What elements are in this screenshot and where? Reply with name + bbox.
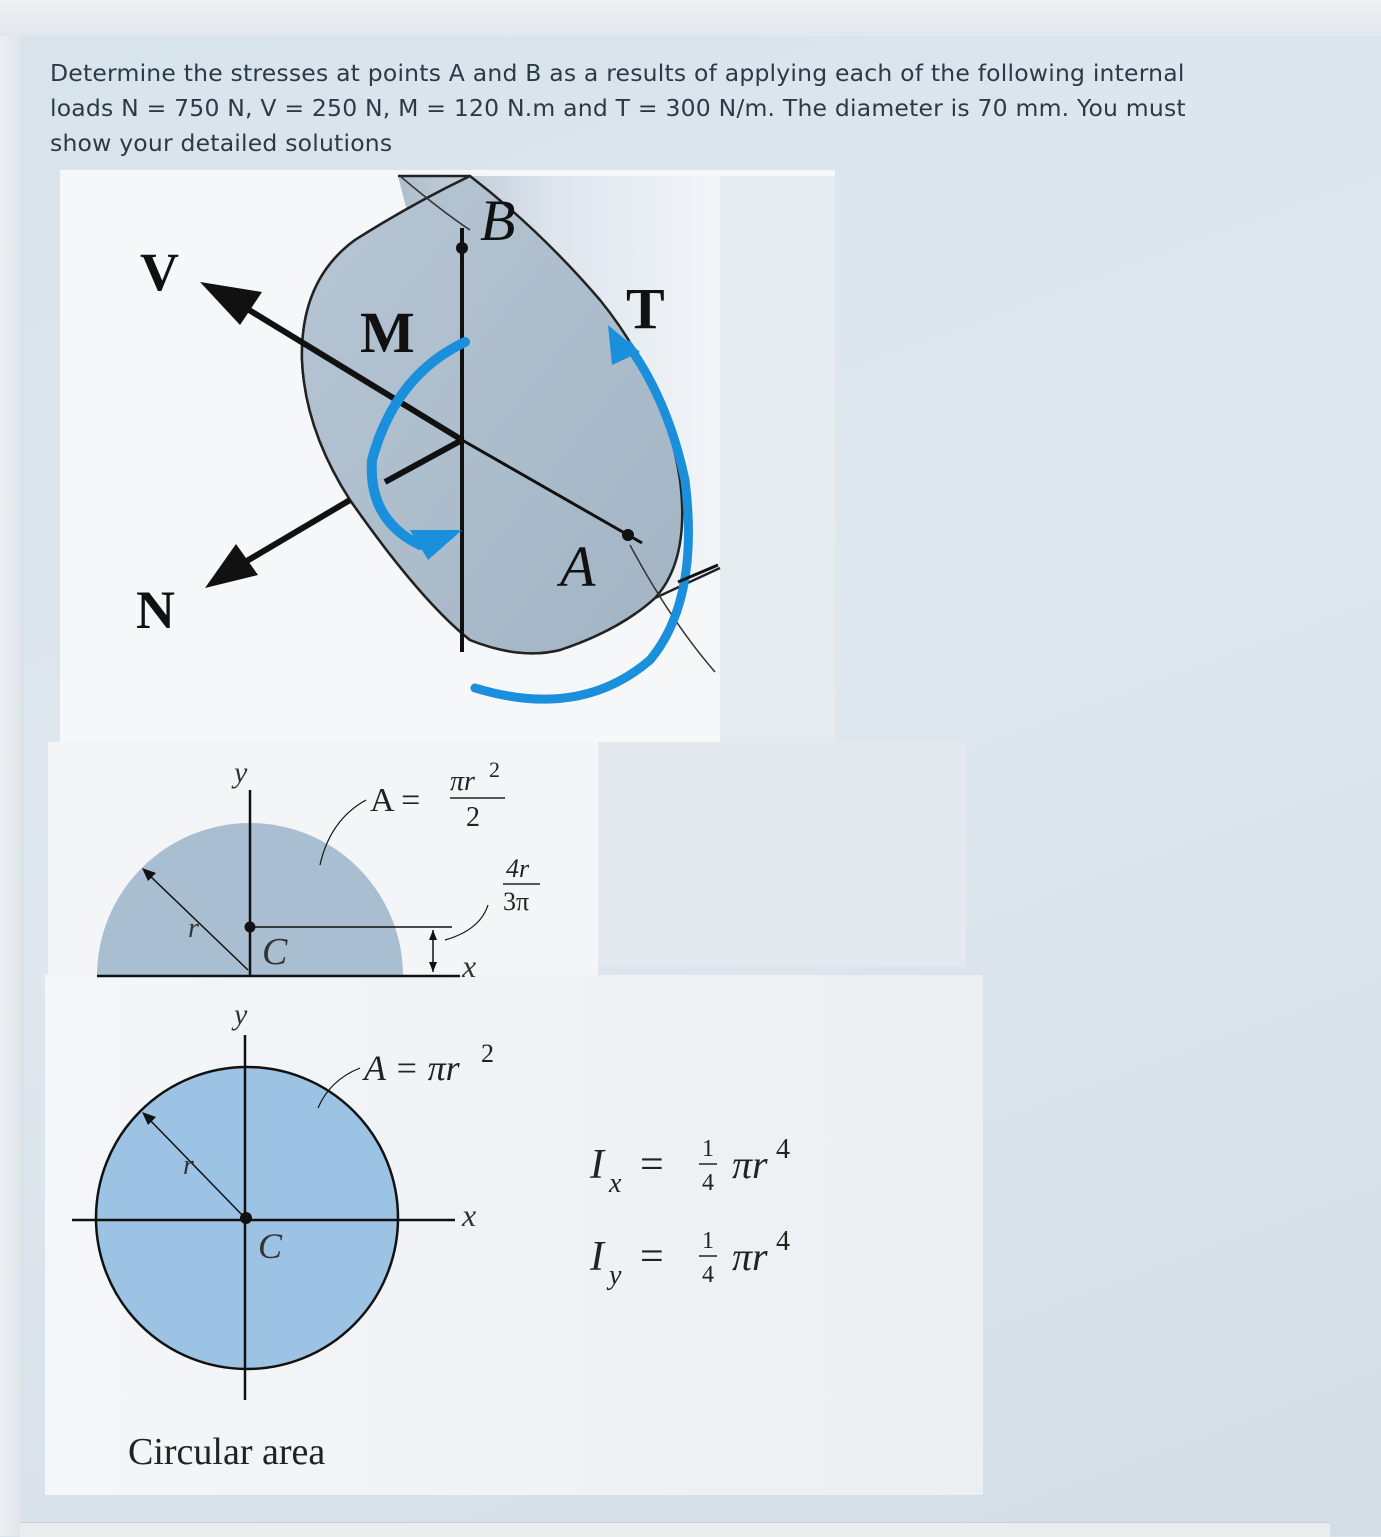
semicircle-area-numerator: πr	[450, 766, 475, 797]
ix-frac-num: 1	[702, 1136, 714, 1162]
ix-exponent: 4	[776, 1134, 790, 1165]
circle-radius-label: r	[183, 1150, 194, 1181]
centroid-distance-numerator: 4r	[506, 854, 530, 883]
circle-area-exponent: 2	[481, 1039, 494, 1068]
circle-axis-x-label: x	[462, 1197, 477, 1233]
iy-equals: =	[640, 1234, 664, 1280]
semicircle-axis-y-label: y	[234, 756, 248, 789]
iy-frac-den: 4	[702, 1262, 714, 1288]
iy-exponent: 4	[776, 1226, 790, 1257]
ix-subscript: x	[609, 1168, 622, 1199]
iy-pi-r: πr	[732, 1234, 768, 1279]
label-n: N	[136, 580, 175, 640]
ix-equals: =	[640, 1142, 664, 1188]
label-t: T	[626, 276, 665, 341]
semicircle-area-lhs: A =	[370, 782, 421, 819]
semicircle-axis-x-label: x	[462, 948, 477, 984]
circle-axis-y-label: y	[234, 998, 248, 1031]
circle-centroid-label: C	[258, 1226, 283, 1266]
point-a-dot	[622, 529, 634, 541]
semicircle-area-exponent: 2	[489, 757, 500, 782]
ix-symbol: I	[590, 1142, 604, 1188]
label-a: A	[560, 534, 596, 599]
point-b-dot	[456, 242, 468, 254]
semicircle-centroid-label: C	[262, 931, 288, 973]
label-v: V	[140, 242, 179, 302]
problem-line-1: Determine the stresses at points A and B as a results of applying each of the following internal	[50, 59, 1185, 87]
semicircle-area-denominator: 2	[466, 802, 480, 833]
problem-line-3: show your detailed solutions	[50, 129, 393, 157]
ix-pi-r: πr	[732, 1142, 768, 1187]
label-b: B	[480, 188, 516, 253]
circle-centroid-dot	[240, 1212, 252, 1224]
iy-subscript: y	[609, 1260, 622, 1291]
circle-area-label: A = πr	[364, 1048, 460, 1088]
centroid-distance-denominator: 3π	[503, 887, 530, 916]
iy-frac-num: 1	[702, 1228, 714, 1254]
bottom-answer-bar	[20, 1522, 1330, 1537]
iy-symbol: I	[590, 1234, 604, 1280]
problem-line-2: loads N = 750 N, V = 250 N, M = 120 N.m and T = 300 N/m. The diameter is 70 mm. You must	[50, 94, 1186, 122]
label-m: M	[360, 300, 415, 365]
circle-caption: Circular area	[128, 1431, 326, 1473]
semicircle-centroid-dot	[245, 922, 256, 933]
top-figure-side-panel	[720, 176, 835, 742]
ix-frac-den: 4	[702, 1170, 714, 1196]
semicircle-radius-label: r	[188, 913, 199, 944]
mid-gray-panel	[598, 742, 966, 967]
